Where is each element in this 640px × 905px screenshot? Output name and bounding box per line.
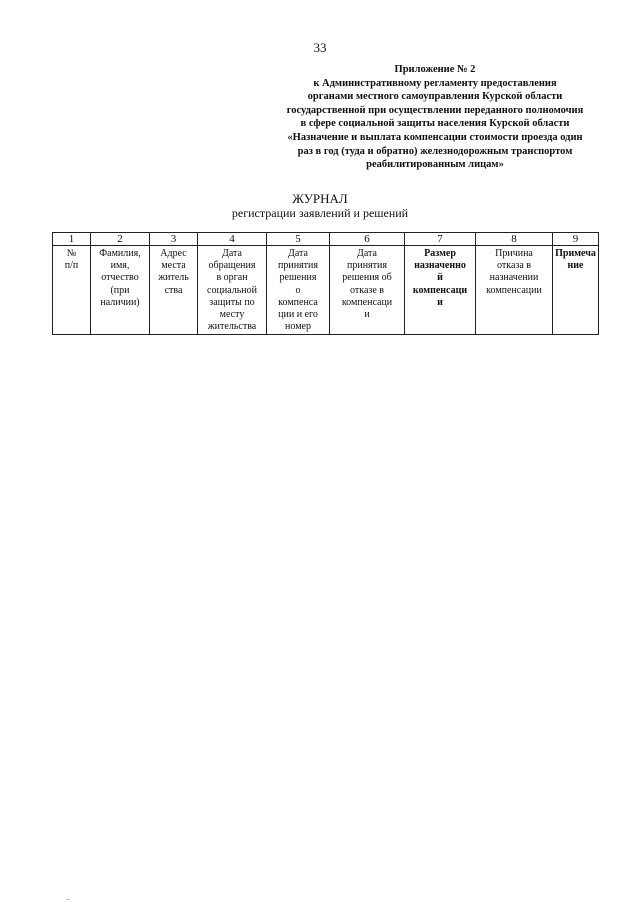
column-number: 5 [267, 233, 330, 246]
column-number: 1 [53, 233, 91, 246]
column-number: 9 [553, 233, 599, 246]
header-text: Примеча ние [555, 248, 596, 272]
page-number: 33 [313, 40, 327, 55]
header-text: Причина отказа в назначении компенсации [486, 248, 542, 296]
journal-subtitle: регистрации заявлений и решений [231, 206, 409, 220]
header-text: Фамилия, имя, отчество (при наличии) [99, 248, 141, 308]
column-number: 3 [150, 233, 198, 246]
column-header-row [53, 246, 599, 335]
column-number: 4 [198, 233, 267, 246]
header-text: Дата обращения в орган социальной защиты по месту жительства [207, 248, 257, 333]
appendix-line: государственной при осуществлении переданного полномочия [286, 104, 584, 116]
header-cell-decision-date [267, 246, 330, 335]
appendix-title: Приложение № 2 [394, 64, 476, 75]
header-text: Размер назначенно й компенсаци и [412, 248, 468, 308]
column-number: 2 [91, 233, 150, 246]
header-text: Адрес места житель ства [158, 248, 189, 296]
appendix-header [270, 63, 600, 172]
header-text: Дата принятия решения об отказе в компенсаци и [341, 248, 393, 321]
column-number: 7 [405, 233, 476, 246]
footer-mark: .. [66, 893, 70, 902]
header-cell-application-date [198, 246, 267, 335]
journal-title: ЖУРНАЛ [292, 191, 348, 206]
appendix-line: реабилитированным лицам» [366, 159, 504, 171]
header-cell-refusal-date [330, 246, 405, 335]
header-cell-address [150, 246, 198, 335]
header-cell-number [53, 246, 91, 335]
registration-table [52, 232, 599, 335]
header-text: Дата принятия решения о компенса ции и его номер [278, 248, 318, 333]
header-cell-amount [405, 246, 476, 335]
column-number: 8 [476, 233, 553, 246]
header-cell-full-name [91, 246, 150, 335]
column-number-row [53, 233, 599, 246]
appendix-line: к Административному регламенту предоставления [313, 77, 557, 89]
header-cell-note [553, 246, 599, 335]
appendix-line: «Назначение и выплата компенсации стоимости проезда один [287, 131, 583, 143]
header-cell-refusal-reason [476, 246, 553, 335]
appendix-line: раз в год (туда и обратно) железнодорожным транспортом [297, 145, 573, 157]
header-text: № п/п [64, 248, 79, 272]
appendix-line: в сфере социальной защиты населения Курской области [300, 118, 570, 130]
column-number: 6 [330, 233, 405, 246]
appendix-line: органами местного самоуправления Курской области [307, 91, 563, 103]
